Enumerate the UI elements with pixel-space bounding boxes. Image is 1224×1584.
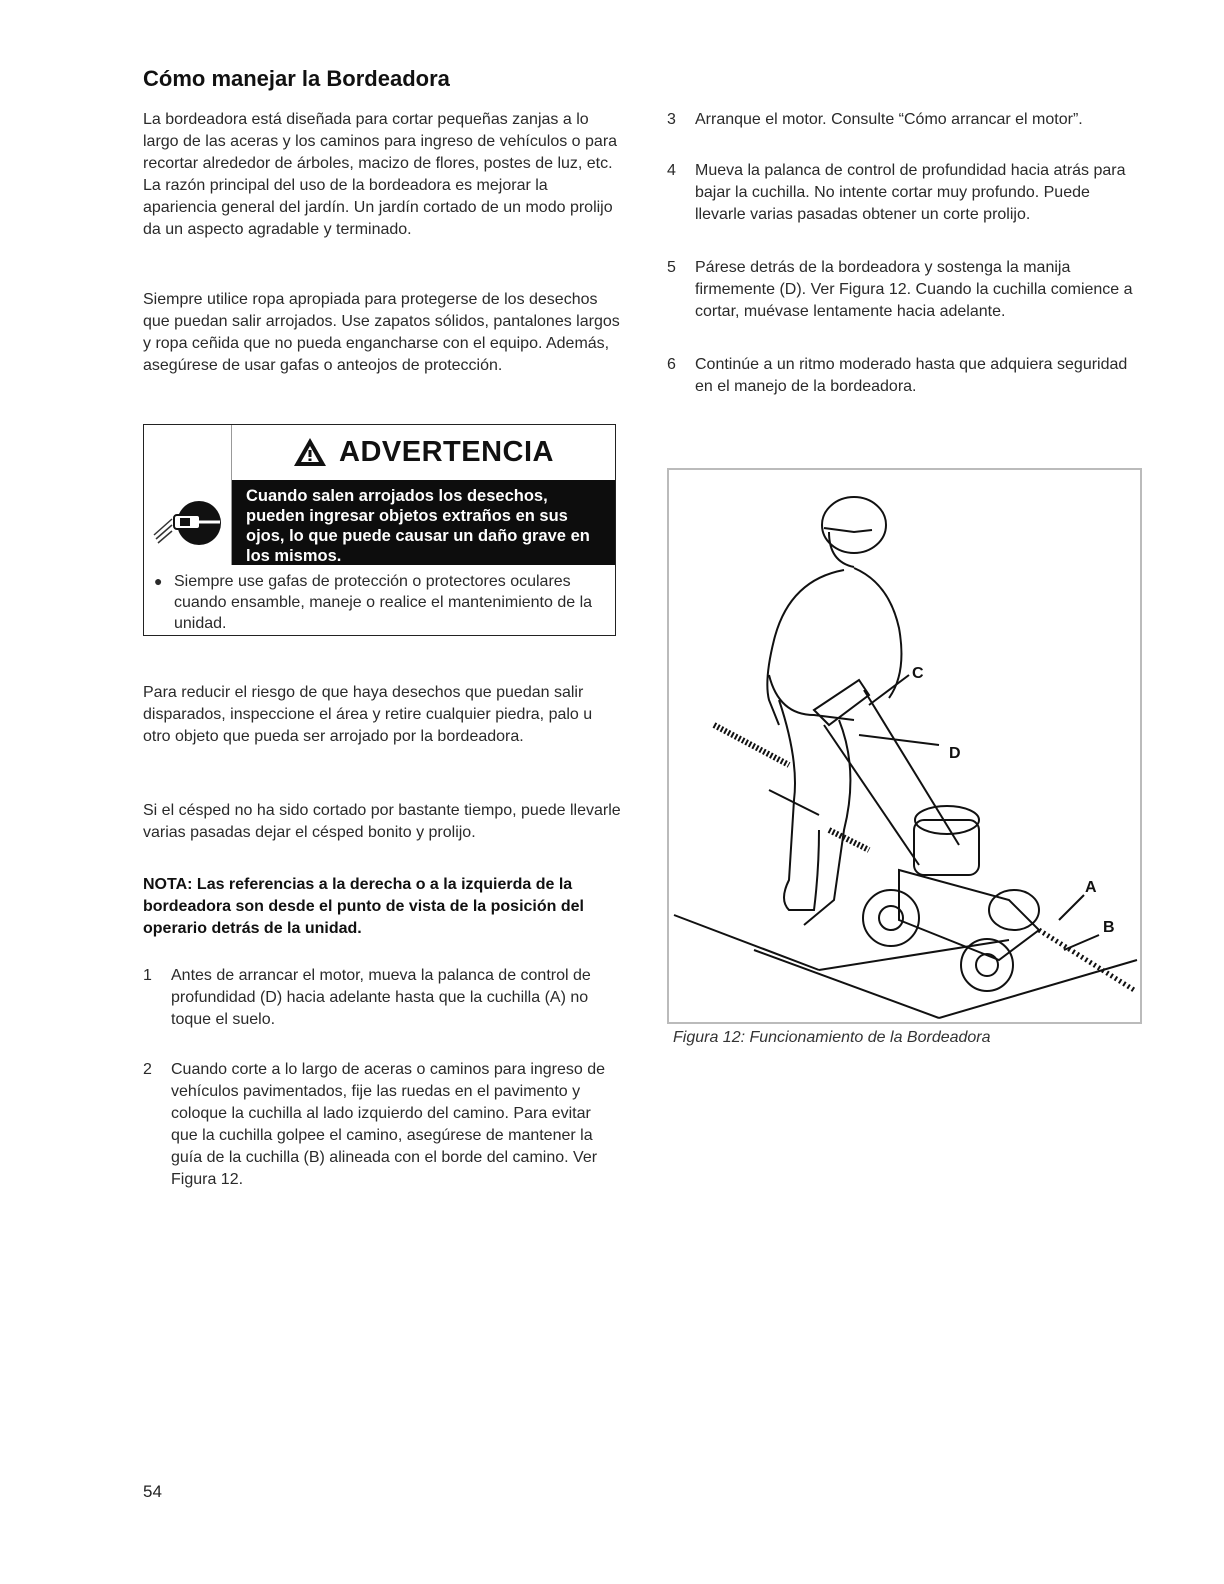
page-title: Cómo manejar la Bordeadora <box>143 66 450 91</box>
label-b: B <box>1103 919 1115 936</box>
step-number: 4 <box>667 162 676 179</box>
list-item <box>667 109 1142 131</box>
figure-caption: Figura 12: Funcionamiento de la Bordeadora <box>673 1029 991 1046</box>
warning-box <box>143 424 616 636</box>
page-number: 54 <box>143 1482 162 1501</box>
step-number: 3 <box>667 111 676 128</box>
edger-operation-illustration <box>669 470 1140 1022</box>
warning-triangle-icon <box>293 437 327 467</box>
step-number: 6 <box>667 356 676 373</box>
warning-header <box>232 425 615 479</box>
grass-paragraph: Si el césped no ha sido cortado por bastante tiempo, puede llevarle varias pasadas dejar el césped bonito y prolijo. <box>143 802 621 841</box>
warning-icon-cell <box>144 425 232 565</box>
label-c: C <box>912 665 924 682</box>
step-text: Arranque el motor. Consulte “Cómo arrancar el motor”. <box>695 111 1083 128</box>
note-paragraph: NOTA: Las referencias a la derecha o a la izquierda de la bordeadora son desde el punto de vista de la posición del operario detrás de la unidad. <box>143 876 584 937</box>
step-text: Cuando corte a lo largo de aceras o caminos para ingreso de vehículos pavimentados, fije las ruedas en el pavimento y coloque la cuchilla al lado izquierdo del camino. Para evitar que la cuchilla golpee el camino, asegúrese de mantener la guía de la cuchilla (B) alineada con el borde del camino. Ver Figura 12. <box>171 1061 606 1188</box>
list-item <box>143 965 621 1031</box>
step-number: 5 <box>667 259 676 276</box>
debris-paragraph: Para reducir el riesgo de que haya desechos que puedan salir disparados, inspeccione el área y retire cualquier piedra, palo u otro objeto que pueda ser arrojado por la bordeadora. <box>143 684 593 745</box>
label-a: A <box>1085 879 1097 896</box>
list-item <box>667 354 1142 398</box>
list-item <box>667 160 1142 226</box>
step-text: Antes de arrancar el motor, mueva la palanca de control de profundidad (D) hacia adelante hasta que la cuchilla (A) no toque el suelo. <box>171 967 591 1028</box>
list-item <box>143 1059 621 1191</box>
warning-bullet-text: Siempre use gafas de protección o protectores oculares cuando ensamble, maneje o realice el mantenimiento de la unidad. <box>174 573 593 632</box>
step-text: Párese detrás de la bordeadora y sostenga la manija firmemente (D). Ver Figura 12. Cuando la cuchilla comience a cortar, muévase lentamente hacia adelante. <box>695 259 1133 320</box>
step-text: Continúe a un ritmo moderado hasta que adquiera seguridad en el manejo de la bordeadora. <box>695 356 1128 395</box>
eye-protection-icon <box>144 425 231 565</box>
bullet-icon: ● <box>154 573 163 589</box>
figure-12 <box>667 468 1142 1024</box>
step-text: Mueva la palanca de control de profundidad hacia atrás para bajar la cuchilla. No intente cortar muy profundo. Puede llevarle varias pasadas obtener un corte prolijo. <box>695 162 1126 223</box>
intro-paragraph: La bordeadora está diseñada para cortar pequeñas zanjas a lo largo de las aceras y los caminos para ingreso de vehículos o para recortar alrededor de árboles, macizo de flores, postes de luz, etc. La razón principal del uso de la bordeadora es mejorar la apariencia general del jardín. Un jardín cortado de un modo prolijo da un aspecto agradable y terminado. <box>143 111 618 238</box>
warning-heading: ADVERTENCIA <box>339 435 554 468</box>
clothing-paragraph: Siempre utilice ropa apropiada para protegerse de los desechos que puedan salir arrojados. Use zapatos sólidos, pantalones largos y ropa ceñida que no pueda engancharse con el equipo. Además, asegúrese de usar gafas o anteojos de protección. <box>143 291 620 374</box>
warning-message: Cuando salen arrojados los desechos, pueden ingresar objetos extraños en sus ojos, lo que puede causar un daño grave en los mismos. <box>232 480 615 565</box>
list-item <box>667 257 1142 323</box>
label-d: D <box>949 745 961 762</box>
step-number: 1 <box>143 967 152 984</box>
warning-bullet-item <box>154 571 603 634</box>
step-number: 2 <box>143 1061 152 1078</box>
